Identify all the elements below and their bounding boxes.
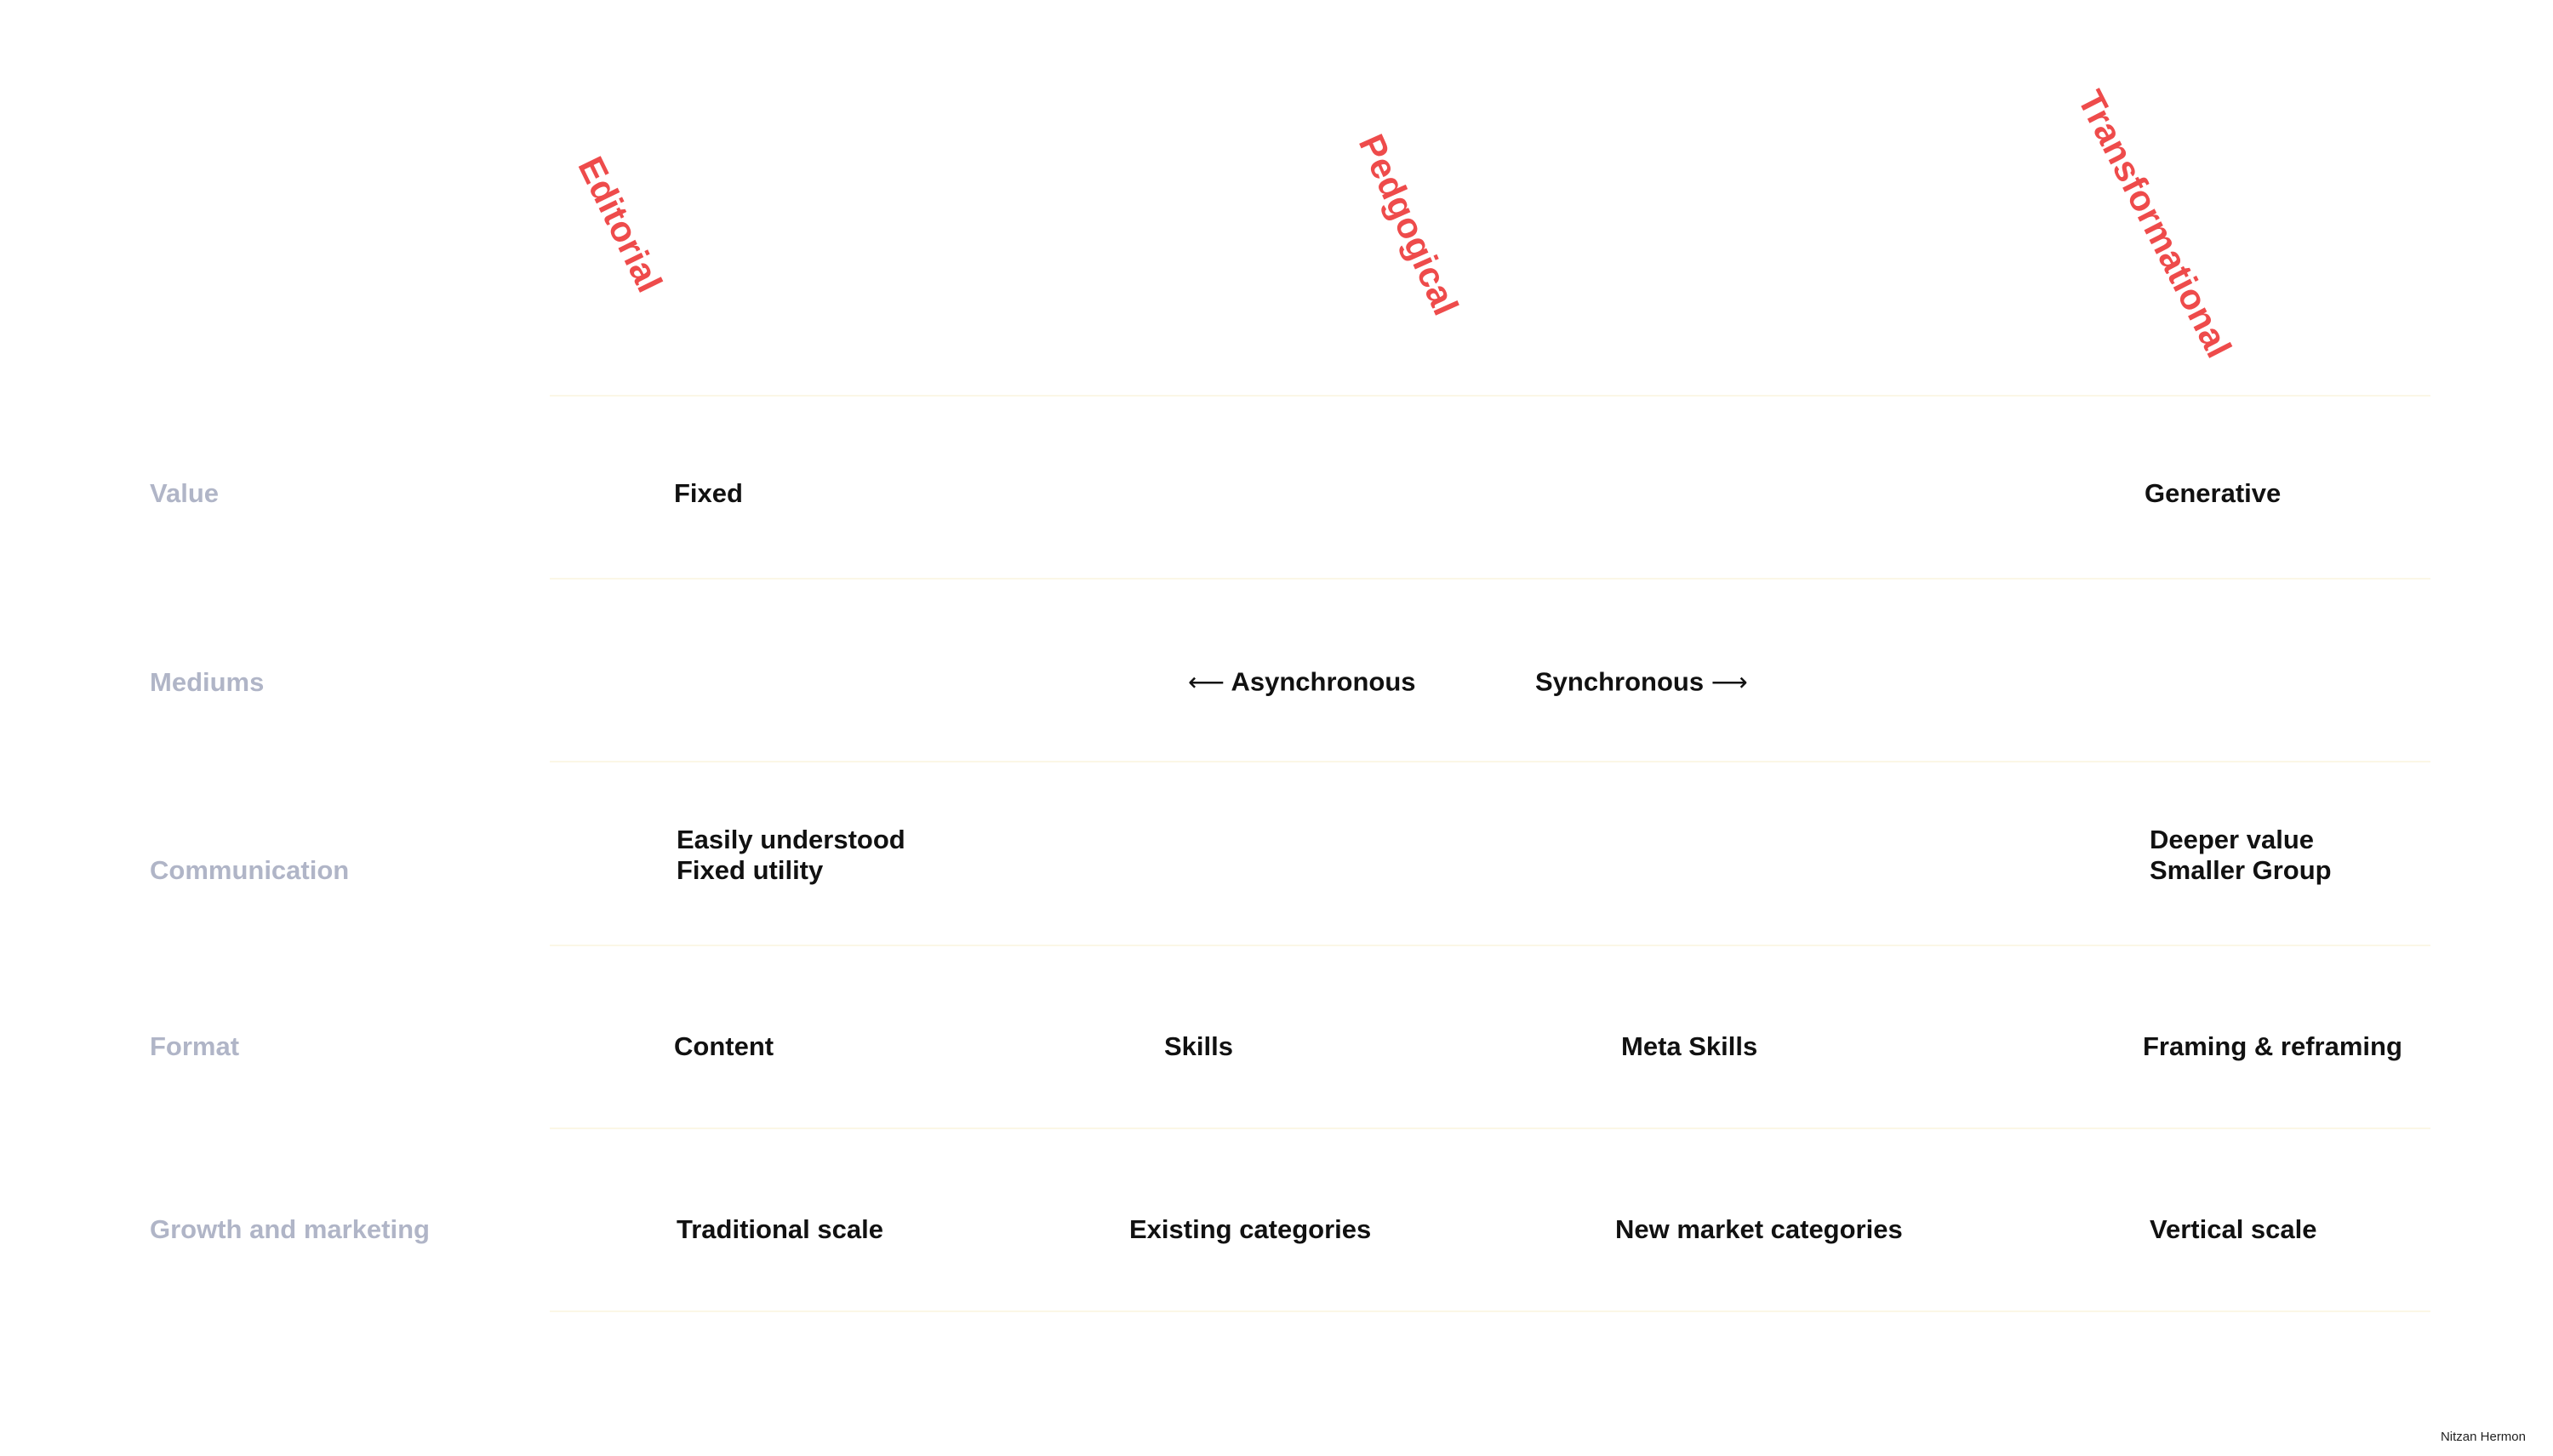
communication-left-line-1: Easily understood (677, 825, 905, 854)
format-meta-skills: Meta Skills (1621, 1031, 1758, 1061)
divider-after-format (550, 1128, 2430, 1129)
communication-right (2150, 825, 2332, 886)
column-header-pedagogical: Pedgogical (1351, 128, 1467, 322)
divider-after-communication (550, 945, 2430, 946)
growth-vertical-scale: Vertical scale (2150, 1214, 2317, 1244)
medium-asynchronous (1188, 667, 1416, 699)
growth-traditional-scale: Traditional scale (677, 1214, 883, 1244)
communication-left (677, 825, 905, 886)
medium-synchronous-label: Synchronous (1535, 666, 1705, 697)
column-header-transformational: Transformational (2070, 83, 2240, 364)
divider-top (550, 395, 2430, 397)
divider-after-value (550, 578, 2430, 580)
left-arrow-icon: ⟵ (1188, 667, 1225, 698)
column-header-editorial: Editorial (570, 150, 671, 299)
right-arrow-icon: ⟶ (1711, 667, 1748, 698)
value-fixed: Fixed (674, 478, 743, 508)
row-label-format: Format (150, 1031, 240, 1061)
communication-right-line-1: Deeper value (2150, 825, 2314, 854)
medium-asynchronous-label: Asynchronous (1231, 666, 1416, 697)
communication-left-line-2: Fixed utility (677, 855, 824, 885)
format-skills: Skills (1164, 1031, 1233, 1061)
growth-existing-categories: Existing categories (1129, 1214, 1372, 1244)
medium-synchronous (1535, 667, 1748, 699)
row-label-communication: Communication (150, 855, 350, 885)
value-generative: Generative (2145, 478, 2282, 508)
format-content: Content (674, 1031, 774, 1061)
author-credit: Nitzan Hermon (2440, 1430, 2526, 1444)
format-framing-reframing: Framing & reframing (2143, 1031, 2402, 1061)
communication-right-line-2: Smaller Group (2150, 855, 2332, 885)
row-label-growth-and-marketing: Growth and marketing (150, 1214, 430, 1244)
growth-new-market-categories: New market categories (1615, 1214, 1903, 1244)
divider-bottom (550, 1310, 2430, 1312)
row-label-value: Value (150, 478, 219, 508)
divider-after-mediums (550, 761, 2430, 762)
row-label-mediums: Mediums (150, 667, 265, 697)
